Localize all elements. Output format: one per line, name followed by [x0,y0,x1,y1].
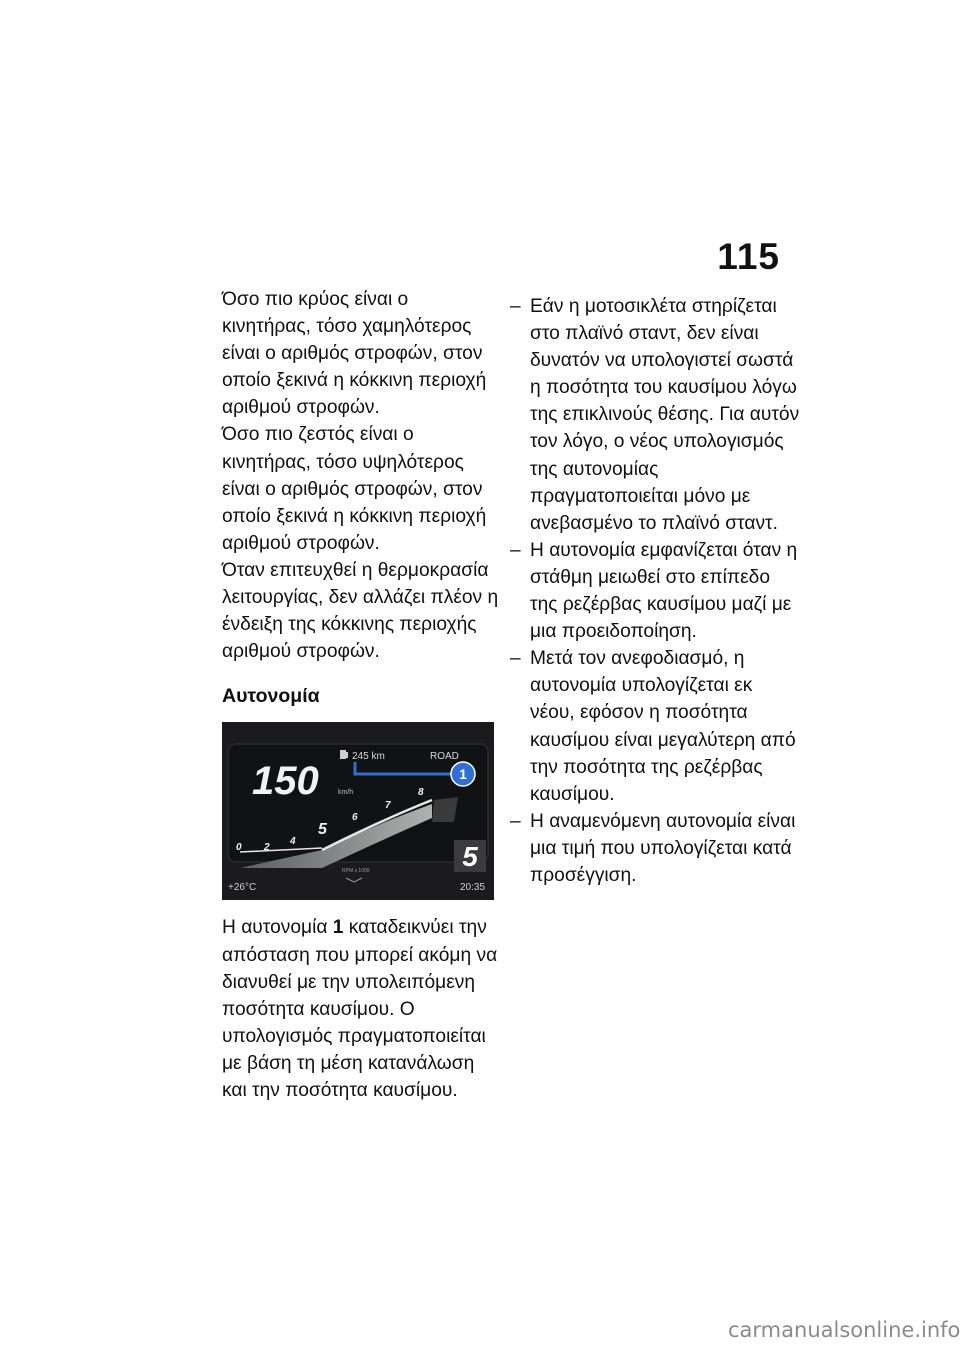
bullet-dash: – [510,539,521,561]
scale-label-5: 5 [318,821,327,839]
scale-label-2: 2 [264,842,270,854]
paragraph-warm-engine: Όσο πιο ζεστός είναι ο κινητήρας, τόσο υψηλότερος είναι ο αριθμός στροφών, στον οποίο ξεκινά η κόκκινη περιοχή αριθμού στροφών. [222,424,487,554]
bullet-item [510,808,800,889]
paragraph-operating-temperature: Όταν επιτευχθεί η θερμοκρασία λειτουργίας, δεν αλλάζει πλέον η ένδειξη της κόκκινης περιοχής αριθμού στροφών. [222,559,499,663]
bullet-text: Μετά τον ανεφοδιασμό, η αυτονομία υπολογίζεται εκ νέου, εφόσον η ποσότητα καυσίμου είναι μεγαλύτερη από την ποσότητα της ρεζέρβας καυσίμου. [530,648,796,805]
section-heading-range: Αυτονομία [222,685,320,708]
rpm-label: RPM x 1000 [342,868,370,875]
callout-number: 1 [459,766,467,783]
paragraph-cold-engine: Όσο πιο κρύος είναι ο κινητήρας, τόσο χαμηλότερος είναι ο αριθμός στροφών, στον οποίο ξεκινά η κόκκινη περιοχή αριθμού στροφών. [222,289,487,419]
scale-label-6: 6 [352,812,358,824]
bullet-item [510,645,800,808]
page-number: 115 [717,236,780,277]
bullet-text: Η αναμενόμενη αυτονομία είναι μια τιμή που υπολογίζεται κατά προσέγγιση. [530,810,796,886]
left-column [222,286,500,1104]
range-value: 245 km [352,751,385,763]
temperature-value: +26°C [228,882,257,894]
clock-value: 20:35 [460,882,486,894]
scale-label-7: 7 [385,800,391,812]
speed-unit: km/h [338,789,354,797]
watermark: carmanualsonline.info [728,1318,960,1342]
rpm-redline-segment [432,797,458,822]
right-column [510,293,800,889]
speed-value: 150 [252,759,319,804]
caption-text-before: Η αυτονομία [222,917,333,939]
bullet-dash: – [510,648,521,670]
bullet-text: Η αυτονομία εμφανίζεται όταν η στάθμη μειωθεί στο επίπεδο της ρεζέρβας καυσίμου μαζί με μια προειδοποίηση. [530,539,798,643]
caption-text-after: καταδεικνύει την απόσταση που μπορεί ακόμη να διανυθεί με την υπολειπόμενη ποσότητα καυσίμου. Ο υπολογισμός πραγματοποιείται με βάση τη μέση κατανάλωση και την ποσότητα καυσίμου. [222,917,498,1101]
scale-label-8: 8 [418,787,424,799]
scale-label-4: 4 [290,836,296,848]
mode-label: ROAD [430,751,459,763]
bullet-item [510,537,800,645]
caption-reference-number: 1 [332,917,344,939]
bullet-item [510,293,800,537]
bullet-dash: – [510,810,521,832]
dashboard-display [222,722,494,900]
gear-value: 5 [462,841,478,873]
bullet-text: Εάν η μοτοσικλέτα στηρίζεται στο πλαϊνό σταντ, δεν είναι δυνατόν να υπολογιστεί σωστά η ποσότητα του καυσίμου λόγω της επικλινούς θέσης. Για αυτόν τον λόγο, ο νέος υπολογισμός της αυτονομίας πραγματοποιείται μόνο με ανεβασμένο το πλαϊνό σταντ. [530,296,800,534]
dashboard-figure [222,722,494,900]
bullet-dash: – [510,296,521,317]
range-caption [222,914,500,1104]
scale-label-0: 0 [236,842,242,854]
